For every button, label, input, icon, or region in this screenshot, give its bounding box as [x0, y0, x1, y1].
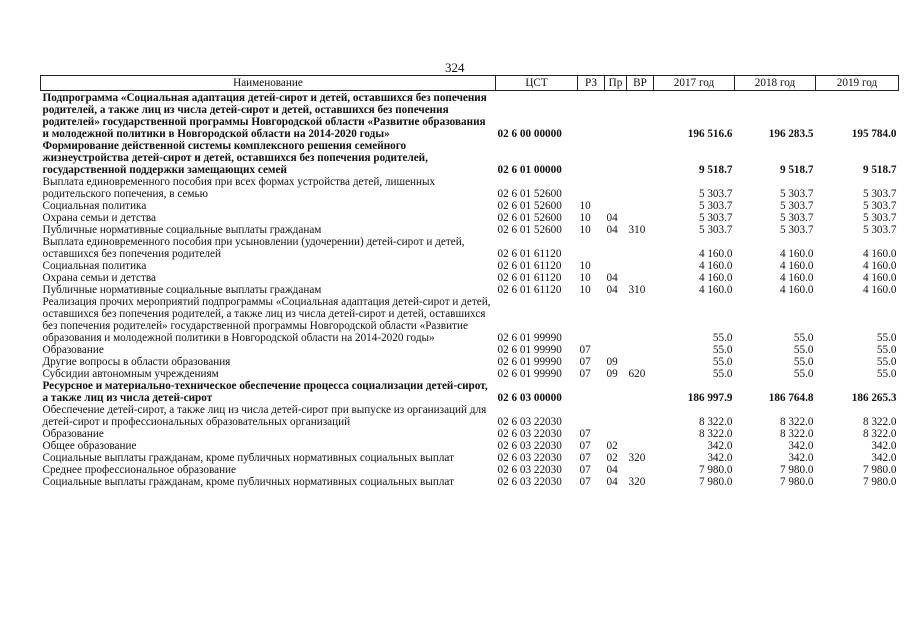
- row-2018: 5 303.7: [779, 188, 814, 200]
- row-pr: [605, 428, 627, 440]
- row-rz: 10: [579, 212, 591, 224]
- row-vr: [627, 356, 654, 368]
- row-rz: 07: [579, 356, 591, 368]
- row-pr: [605, 260, 627, 272]
- row-2018: 8 322.0: [779, 416, 814, 428]
- row-pr: 04: [606, 212, 618, 224]
- row-rz: 07: [579, 476, 591, 488]
- table-row: [41, 236, 899, 260]
- row-rz: 10: [579, 272, 591, 284]
- table-row: [41, 380, 899, 404]
- table-row: [41, 91, 899, 141]
- table-row: [41, 404, 899, 428]
- header-vr: ВР: [627, 76, 654, 91]
- table-row: [41, 464, 899, 476]
- row-cst: 02 6 01 61120: [497, 284, 562, 296]
- table-row: [41, 272, 899, 284]
- row-rz: [578, 176, 605, 200]
- budget-table: [40, 75, 899, 488]
- table-row: [41, 428, 899, 440]
- row-vr: 310: [628, 224, 646, 236]
- row-name: Образование: [42, 428, 104, 440]
- row-cst: 02 6 03 22030: [497, 428, 562, 440]
- row-pr: [605, 91, 627, 141]
- row-cst: 02 6 01 52600: [497, 188, 562, 200]
- table-row: [41, 356, 899, 368]
- row-2018: 55.0: [793, 368, 814, 380]
- row-name: Образование: [42, 344, 104, 356]
- row-rz: 07: [579, 464, 591, 476]
- row-2017: 5 303.7: [698, 200, 733, 212]
- row-vr: 310: [628, 284, 646, 296]
- row-2017: 7 980.0: [698, 464, 733, 476]
- row-pr: [605, 404, 627, 428]
- row-2019: 5 303.7: [862, 224, 897, 236]
- row-rz: 07: [579, 368, 591, 380]
- row-name: Реализация прочих мероприятий подпрограммы «Социальная адаптация детей-сирот и детей, оставшихся без попечения родителей, а также лиц из числа детей-сирот и детей, оставшихся без попечения родителей» государственной программы Новгородской области «Развитие образования и молодежной политики в Новгородской области на 2014-2020 годы»: [42, 296, 491, 344]
- row-2018: 8 322.0: [779, 428, 814, 440]
- row-pr: [605, 236, 627, 260]
- row-cst: 02 6 01 99990: [497, 368, 562, 380]
- row-2017: 9 518.7: [698, 164, 733, 176]
- row-name: Общее образование: [42, 440, 137, 452]
- row-name: Охрана семьи и детства: [42, 212, 156, 224]
- row-rz: 10: [579, 260, 591, 272]
- row-pr: [605, 176, 627, 200]
- row-name: Подпрограмма «Социальная адаптация детей-сирот и детей, оставшихся без попечения родителей, а также лиц из числа детей-сирот и детей, оставшихся без попечения родителей» государственной программы Новгородской области «Развитие образования и молодежной политики в Новгородской области на 2014-2020 годы»: [42, 92, 487, 140]
- row-2018: 4 160.0: [779, 272, 814, 284]
- row-name: Формирование действенной системы комплексного решения семейного жизнеустройства детей-сирот и детей, оставшихся без попечения родителей, государственной поддержки замещающих семей: [42, 140, 428, 176]
- row-name: Среднее профессиональное образование: [42, 464, 237, 476]
- row-pr: [605, 140, 627, 176]
- row-cst: 02 6 03 22030: [497, 464, 562, 476]
- row-vr: [627, 464, 654, 476]
- row-name: Другие вопросы в области образования: [42, 356, 231, 368]
- row-2017: 4 160.0: [698, 260, 733, 272]
- row-2017: 55.0: [712, 332, 733, 344]
- row-vr: [627, 440, 654, 452]
- row-vr: [627, 380, 654, 404]
- row-2019: 5 303.7: [862, 212, 897, 224]
- row-2017: 4 160.0: [698, 284, 733, 296]
- table-row: [41, 296, 899, 344]
- row-vr: [627, 272, 654, 284]
- row-2017: 55.0: [712, 344, 733, 356]
- row-pr: [605, 380, 627, 404]
- row-2019: 5 303.7: [862, 188, 897, 200]
- row-pr: 04: [606, 464, 618, 476]
- row-vr: [627, 140, 654, 176]
- row-name: Социальные выплаты гражданам, кроме публичных нормативных социальных выплат: [42, 452, 454, 464]
- row-name: Публичные нормативные социальные выплаты гражданам: [42, 284, 322, 296]
- row-cst: 02 6 03 22030: [497, 476, 562, 488]
- row-2017: 5 303.7: [698, 212, 733, 224]
- row-cst: 02 6 03 22030: [497, 440, 562, 452]
- row-name: Выплата единовременного пособия при усыновлении (удочерении) детей-сирот и детей, оставшихся без попечения родителей: [42, 236, 465, 260]
- row-vr: [627, 296, 654, 344]
- row-2017: 4 160.0: [698, 248, 733, 260]
- row-cst: 02 6 01 61120: [497, 272, 562, 284]
- table-row: [41, 476, 899, 488]
- row-name: Обеспечение детей-сирот, а также лиц из числа детей-сирот при выпуске из организаций для детей-сирот и профессиональных образовательных организаций: [42, 404, 487, 428]
- row-2017: 196 516.6: [687, 128, 733, 140]
- row-2019: 55.0: [876, 332, 897, 344]
- row-rz: [578, 236, 605, 260]
- row-rz: 07: [579, 428, 591, 440]
- row-2017: 186 997.9: [687, 392, 733, 404]
- row-2018: 5 303.7: [779, 224, 814, 236]
- row-2019: 342.0: [871, 440, 897, 452]
- row-pr: [605, 296, 627, 344]
- row-rz: 07: [579, 440, 591, 452]
- table-row: [41, 452, 899, 464]
- row-vr: 320: [628, 476, 646, 488]
- row-rz: 10: [579, 284, 591, 296]
- row-vr: [627, 200, 654, 212]
- row-rz: 07: [579, 344, 591, 356]
- header-pr: Пр: [605, 76, 627, 91]
- row-cst: 02 6 01 52600: [497, 200, 562, 212]
- header-2019: 2019 год: [816, 76, 899, 91]
- row-vr: [627, 428, 654, 440]
- row-2017: 5 303.7: [698, 224, 733, 236]
- row-2018: 55.0: [793, 344, 814, 356]
- row-cst: 02 6 00 00000: [497, 128, 562, 140]
- table-row: [41, 368, 899, 380]
- row-rz: 07: [579, 452, 591, 464]
- row-2017: 55.0: [712, 356, 733, 368]
- row-2019: 9 518.7: [862, 164, 897, 176]
- row-2019: 55.0: [876, 368, 897, 380]
- row-cst: 02 6 03 00000: [497, 392, 562, 404]
- row-rz: [578, 404, 605, 428]
- row-2017: 8 322.0: [698, 428, 733, 440]
- row-2018: 4 160.0: [779, 260, 814, 272]
- row-rz: 10: [579, 224, 591, 236]
- row-rz: [578, 380, 605, 404]
- row-2019: 4 160.0: [862, 260, 897, 272]
- row-2019: 4 160.0: [862, 248, 897, 260]
- row-cst: 02 6 01 61120: [497, 248, 562, 260]
- row-2019: 186 265.3: [851, 392, 897, 404]
- row-2018: 4 160.0: [779, 284, 814, 296]
- row-cst: 02 6 03 22030: [497, 452, 562, 464]
- row-2018: 186 764.8: [768, 392, 814, 404]
- row-name: Выплата единовременного пособия при всех формах устройства детей, лишенных родительского попечения, в семью: [42, 176, 436, 200]
- table-row: [41, 440, 899, 452]
- table-row: [41, 284, 899, 296]
- header-cst: ЦСТ: [496, 76, 578, 91]
- row-name: Ресурсное и материально-техническое обеспечение процесса социализации детей-сирот, а также лиц из числа детей-сирот: [42, 380, 488, 404]
- row-2018: 342.0: [788, 452, 814, 464]
- row-2019: 7 980.0: [862, 476, 897, 488]
- table-row: [41, 200, 899, 212]
- row-2018: 9 518.7: [779, 164, 814, 176]
- row-vr: 620: [628, 368, 646, 380]
- row-cst: 02 6 03 22030: [497, 416, 562, 428]
- row-cst: 02 6 01 99990: [497, 344, 562, 356]
- table-row: [41, 212, 899, 224]
- row-2019: 4 160.0: [862, 272, 897, 284]
- header-name: Наименование: [41, 76, 496, 91]
- table-row: [41, 176, 899, 200]
- row-2017: 55.0: [712, 368, 733, 380]
- row-cst: 02 6 01 52600: [497, 212, 562, 224]
- row-vr: [627, 236, 654, 260]
- row-2017: 4 160.0: [698, 272, 733, 284]
- row-2017: 342.0: [707, 452, 733, 464]
- row-2019: 8 322.0: [862, 416, 897, 428]
- row-rz: [578, 140, 605, 176]
- table-row: [41, 224, 899, 236]
- row-name: Социальная политика: [42, 200, 147, 212]
- row-pr: 04: [606, 284, 618, 296]
- header-2017: 2017 год: [654, 76, 735, 91]
- row-2018: 5 303.7: [779, 200, 814, 212]
- row-pr: [605, 344, 627, 356]
- row-vr: [627, 404, 654, 428]
- row-2018: 196 283.5: [768, 128, 814, 140]
- table-header-row: [41, 76, 899, 91]
- row-pr: 02: [606, 452, 618, 464]
- table-row: [41, 344, 899, 356]
- row-name: Социальная политика: [42, 260, 147, 272]
- row-pr: 04: [606, 476, 618, 488]
- row-2019: 8 322.0: [862, 428, 897, 440]
- row-cst: 02 6 01 61120: [497, 260, 562, 272]
- row-vr: [627, 212, 654, 224]
- row-2019: 342.0: [871, 452, 897, 464]
- row-vr: [627, 344, 654, 356]
- row-vr: 320: [628, 452, 646, 464]
- row-2018: 55.0: [793, 332, 814, 344]
- row-2019: 4 160.0: [862, 284, 897, 296]
- row-cst: 02 6 01 99990: [497, 332, 562, 344]
- row-2019: 195 784.0: [851, 128, 897, 140]
- row-pr: [605, 200, 627, 212]
- table-row: [41, 260, 899, 272]
- header-2018: 2018 год: [735, 76, 816, 91]
- row-2019: 55.0: [876, 356, 897, 368]
- row-rz: [578, 296, 605, 344]
- row-2018: 5 303.7: [779, 212, 814, 224]
- page-number: 324: [445, 60, 465, 75]
- row-2018: 7 980.0: [779, 476, 814, 488]
- row-2017: 342.0: [707, 440, 733, 452]
- row-2019: 7 980.0: [862, 464, 897, 476]
- row-pr: 04: [606, 272, 618, 284]
- row-2018: 4 160.0: [779, 248, 814, 260]
- row-cst: 02 6 01 99990: [497, 356, 562, 368]
- header-rz: РЗ: [578, 76, 605, 91]
- table-row: [41, 140, 899, 176]
- row-pr: 04: [606, 224, 618, 236]
- row-2017: 5 303.7: [698, 188, 733, 200]
- row-vr: [627, 176, 654, 200]
- row-2018: 342.0: [788, 440, 814, 452]
- row-cst: 02 6 01 52600: [497, 224, 562, 236]
- row-pr: 02: [606, 440, 618, 452]
- row-cst: 02 6 01 00000: [497, 164, 562, 176]
- row-name: Публичные нормативные социальные выплаты гражданам: [42, 224, 322, 236]
- row-vr: [627, 260, 654, 272]
- row-name: Субсидии автономным учреждениям: [42, 368, 219, 380]
- row-2019: 5 303.7: [862, 200, 897, 212]
- row-pr: 09: [606, 356, 618, 368]
- row-name: Социальные выплаты гражданам, кроме публичных нормативных социальных выплат: [42, 476, 454, 488]
- row-2018: 55.0: [793, 356, 814, 368]
- row-rz: 10: [579, 200, 591, 212]
- row-2017: 8 322.0: [698, 416, 733, 428]
- row-name: Охрана семьи и детства: [42, 272, 156, 284]
- row-2019: 55.0: [876, 344, 897, 356]
- row-rz: [578, 91, 605, 141]
- row-2018: 7 980.0: [779, 464, 814, 476]
- row-2017: 7 980.0: [698, 476, 733, 488]
- row-pr: 09: [606, 368, 618, 380]
- row-vr: [627, 91, 654, 141]
